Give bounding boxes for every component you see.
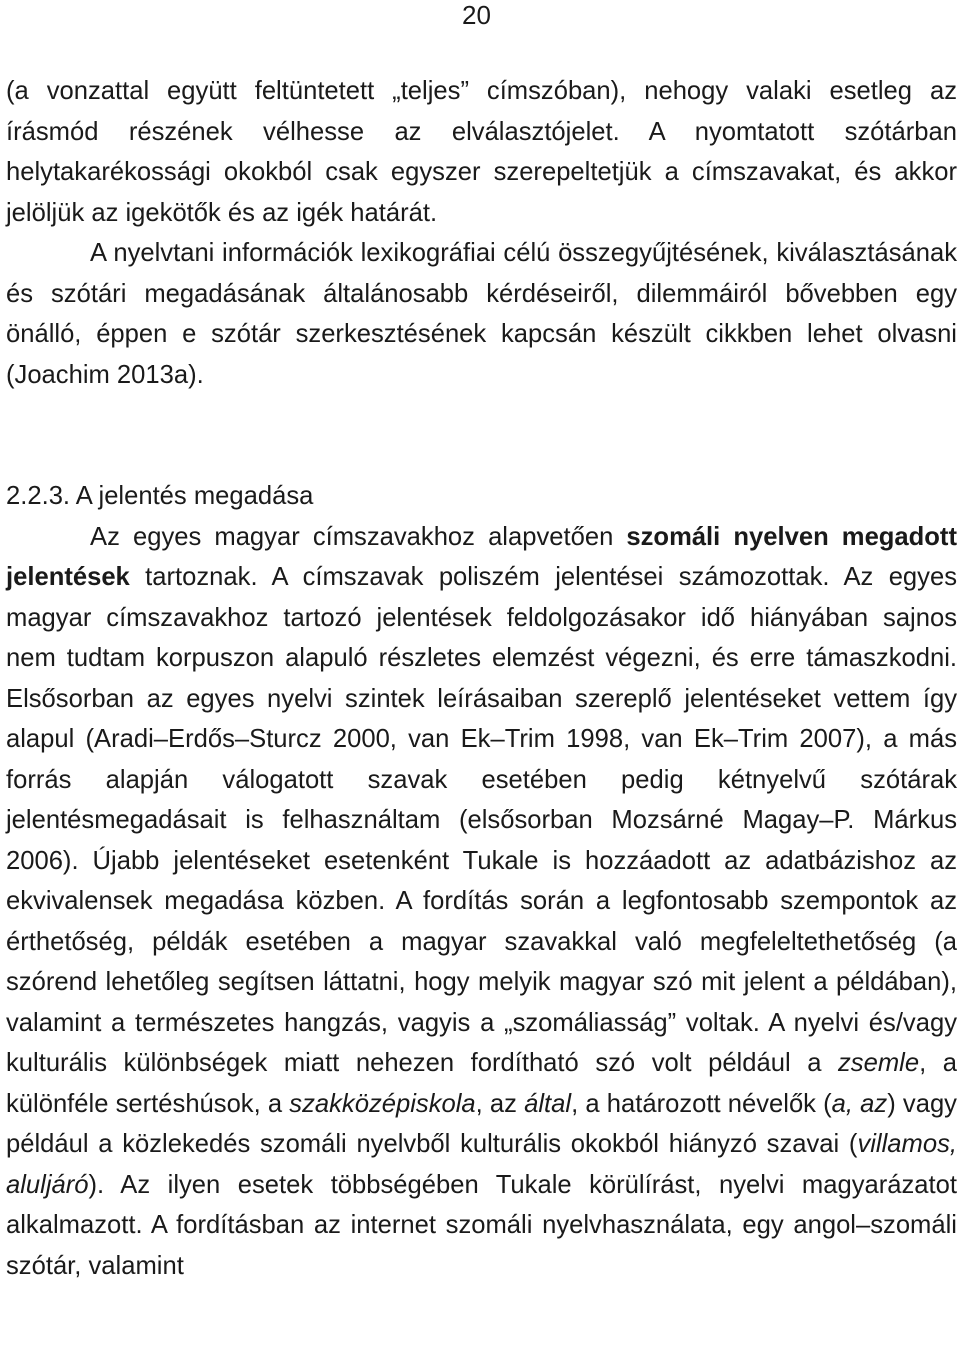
text-run: , a különféle sertéshúsok, a bbox=[6, 1049, 957, 1118]
section-heading: 2.2.3. A jelentés megadása bbox=[6, 482, 314, 510]
example-word: szakközépiskola bbox=[289, 1089, 476, 1118]
page-number: 20 bbox=[462, 0, 491, 30]
text-run: ). Az ilyen esetek többségében Tukale körülírást, nyelvi magyarázatot alkalmazott. A fordításban az internet szomáli nyelvhasználata, egy angol–szomáli szótár, valamint bbox=[6, 1170, 957, 1280]
paragraph-continued: (a vonzattal együtt feltüntetett „teljes” címszóban), nehogy valaki esetleg az írásmód részének vélhesse az elválasztójelet. A nyomtatott szótárban helytakarékossági okokból csak egyszer szerepeltetjük a címszavakat, és akkor jelöljük az igekötők és az igék határát. bbox=[6, 77, 957, 227]
paragraph-meaning bbox=[6, 517, 957, 1287]
paragraph-grammar-info: A nyelvtani információk lexikográfiai célú összegyűjtésének, kiválasztásának és szótári megadásának általánosabb kérdéseiről, dilemmáiról bővebben egy önálló, éppen e szótár szerkesztésének kapcsán készült cikkben lehet olvasni (Joachim 2013a). bbox=[6, 239, 957, 389]
example-word: a, az bbox=[831, 1089, 888, 1118]
example-word: zsemle bbox=[838, 1049, 920, 1077]
example-word: által bbox=[524, 1089, 572, 1118]
text-run: , a határozott névelők ( bbox=[571, 1089, 832, 1118]
text-run: ) vagy például a közlekedés szomáli nyelvből kulturális okokból hiányzó szavai ( bbox=[6, 1089, 957, 1158]
text-run: tartoznak. A címszavak poliszém jelentései számozottak. Az egyes magyar címszavakhoz tartozó jelentések feldolgozásakor idő hiányában sajnos nem tudtam korpuszon alapuló részletes elemzést végezni, és erre támaszkodni. Elsősorban az egyes nyelvi szintek leírásaiban szereplő jelentéseket vettem így alapul (Aradi–Erdős–Sturcz 2000, van Ek–Trim 1998, van Ek–Trim 2007), a más forrás alapján válogatott szavak esetében pedig kétnyelvű szótárak jelentésmegadásait is felhasználtam (elsősorban Mozsárné Magay–P. Márkus 2006). Újabb jelentéseket esetenként Tukale is hozzáadott az adatbázishoz az ekvivalensek megadása közben. A fordítás során a legfontosabb szempontok az érthetőség, példák esetében a magyar szavakkal való megfeleltethetőség (a szórend lehetőleg segítsen láttatni, hogy melyik magyar szó mit jelent a példában), valamint a természetes hangzás, vagyis a „szomáliasság” voltak. A nyelvi és/vagy kulturális különbségek miatt nehezen fordítható szó volt például a bbox=[6, 563, 957, 1077]
text-run: , az bbox=[475, 1089, 525, 1118]
emphasis-bold: szomáli nyelven megadott jelentések bbox=[6, 522, 957, 591]
text-run: Az egyes magyar címszavakhoz alapvetően bbox=[90, 522, 627, 551]
example-word: villamos, aluljáró bbox=[6, 1130, 957, 1199]
page-body bbox=[6, 71, 957, 1286]
